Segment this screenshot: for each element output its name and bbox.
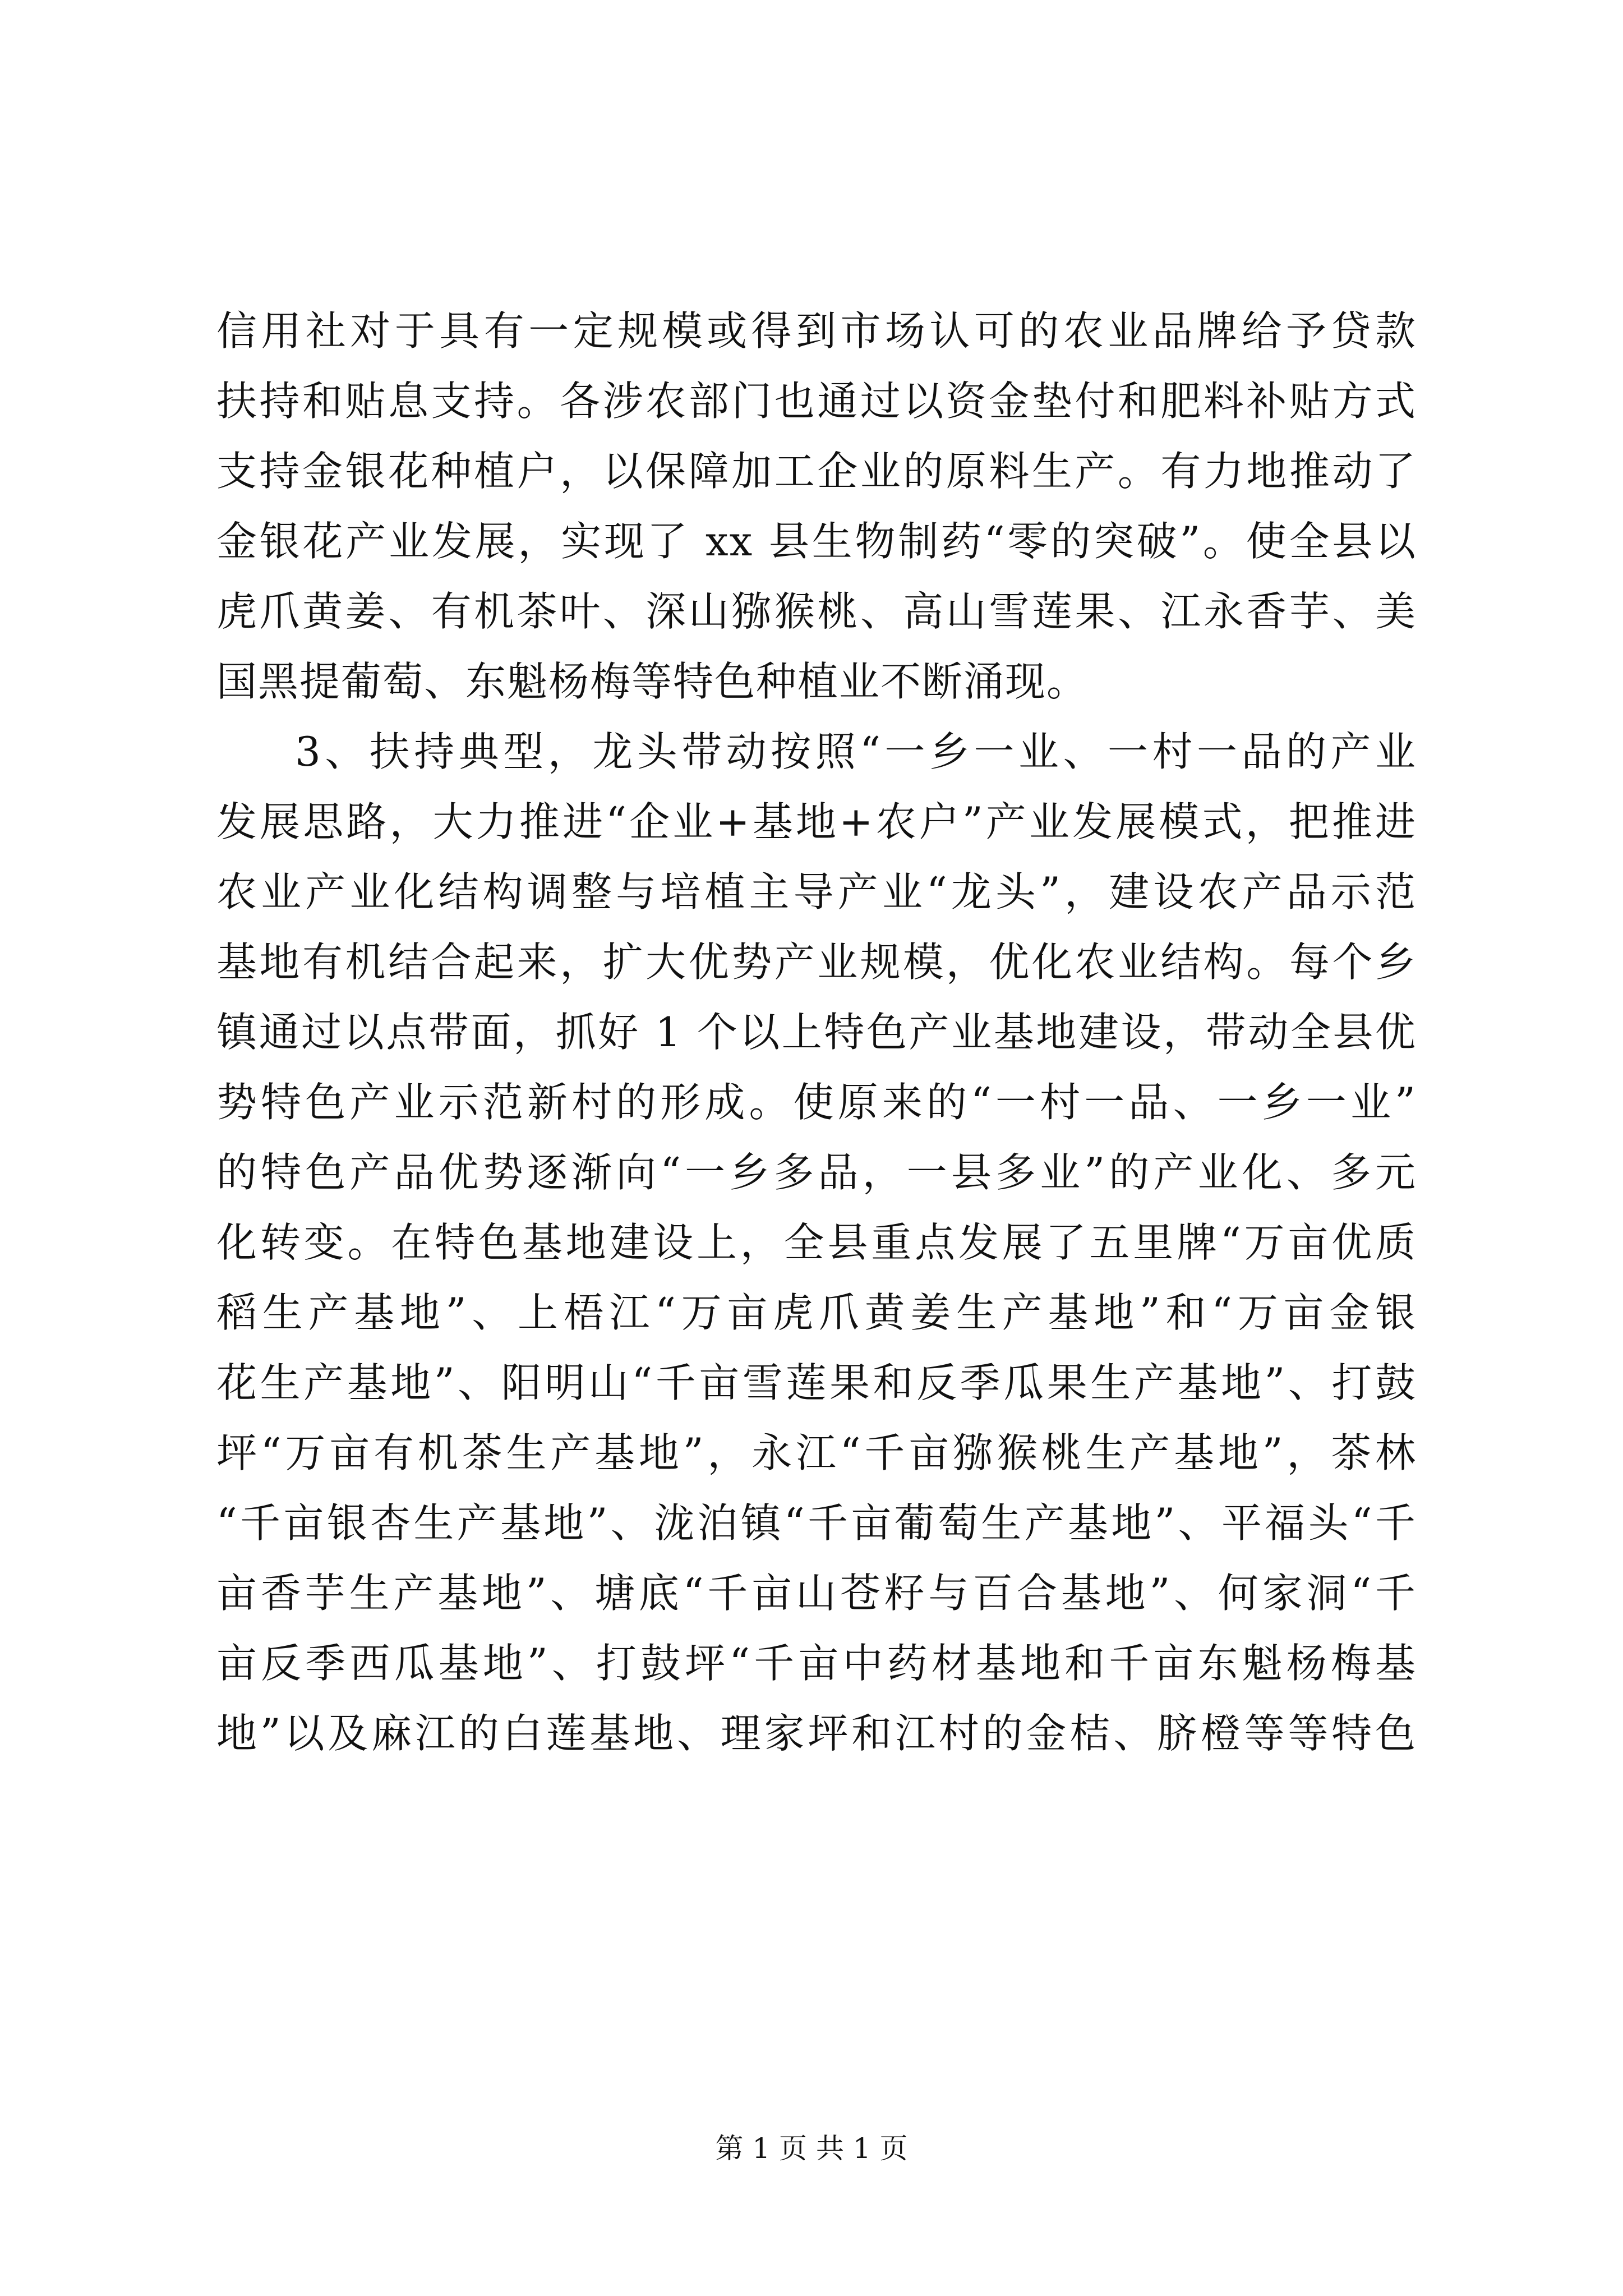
text-line: 镇通过以点带面，抓好 1 个以上特色产业基地建设，带动全县优 bbox=[216, 1009, 1417, 1056]
text-line: 亩香芋生产基地”、塘底“千亩山苍籽与百合基地”、何家洞“千 bbox=[216, 1570, 1417, 1617]
text-line: 坪“万亩有机茶生产基地”，永江“千亩猕猴桃生产基地”，茶林 bbox=[216, 1429, 1417, 1476]
text-line: 花生产基地”、阳明山“千亩雪莲果和反季瓜果生产基地”、打鼓 bbox=[216, 1359, 1417, 1406]
text-line: 发展思路，大力推进“企业+基地+农户”产业发展模式，把推进 bbox=[216, 798, 1417, 845]
page-footer: 第 1 页 共 1 页 bbox=[715, 2132, 908, 2165]
text-line: 地”以及麻江的白莲基地、理家坪和江村的金桔、脐橙等等特色 bbox=[216, 1710, 1417, 1757]
text-line: 信用社对于具有一定规模或得到市场认可的农业品牌给予贷款 bbox=[216, 307, 1417, 355]
text-line: 金银花产业发展，实现了 xx 县生物制药“零的突破”。使全县以 bbox=[216, 518, 1417, 565]
text-line: 基地有机结合起来，扩大优势产业规模，优化农业结构。每个乡 bbox=[216, 938, 1417, 986]
text-line: 化转变。在特色基地建设上，全县重点发展了五里牌“万亩优质 bbox=[216, 1219, 1417, 1266]
text-line: 亩反季西瓜基地”、打鼓坪“千亩中药材基地和千亩东魁杨梅基 bbox=[216, 1640, 1417, 1687]
body-text bbox=[216, 296, 1417, 1769]
text-line: 农业产业化结构调整与培植主导产业“龙头”，建设农产品示范 bbox=[216, 868, 1417, 915]
paragraph-first-line: 3、扶持典型，龙头带动按照“一乡一业、一村一品的产业 bbox=[295, 728, 1417, 775]
text-line: 支持金银花种植户，以保障加工企业的原料生产。有力地推动了 bbox=[216, 448, 1417, 495]
text-line: 扶持和贴息支持。各涉农部门也通过以资金垫付和肥料补贴方式 bbox=[216, 378, 1417, 425]
text-line: 稻生产基地”、上梧江“万亩虎爪黄姜生产基地”和“万亩金银 bbox=[216, 1289, 1417, 1336]
text-line: “千亩银杏生产基地”、泷泊镇“千亩葡萄生产基地”、平福头“千 bbox=[216, 1499, 1417, 1547]
text-line: 势特色产业示范新村的形成。使原来的“一村一品、一乡一业” bbox=[216, 1079, 1417, 1126]
text-line: 国黑提葡萄、东魁杨梅等特色种植业不断涌现。 bbox=[216, 658, 1089, 705]
text-line: 虎爪黄姜、有机茶叶、深山猕猴桃、高山雪莲果、江永香芋、美 bbox=[216, 588, 1417, 635]
text-line: 的特色产品优势逐渐向“一乡多品，一县多业”的产业化、多元 bbox=[216, 1149, 1417, 1196]
